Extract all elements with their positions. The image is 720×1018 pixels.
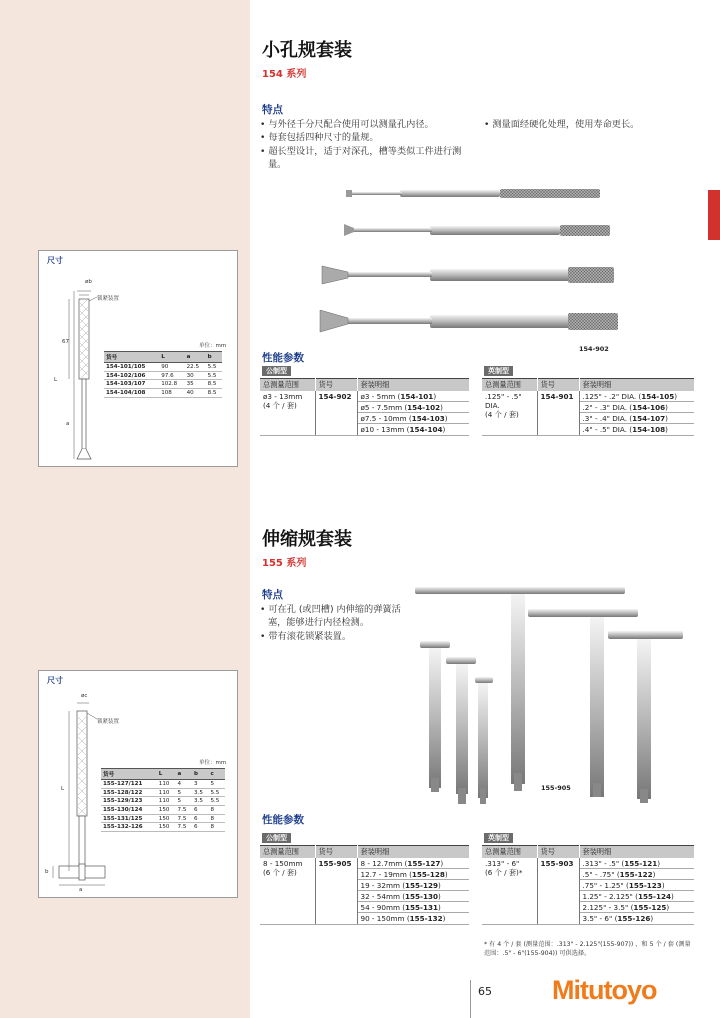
set-item: 19 - 32mm (155-129)	[358, 880, 470, 891]
cell: 8	[208, 814, 225, 823]
code-cell: 155-903	[537, 858, 579, 925]
cell: 110	[157, 780, 176, 789]
cell: 3	[192, 780, 208, 789]
footnote: * 有 4 个 / 套 (测量范围：.313" - 2.125"(155-907)) ，和 5 个 / 套 (测量范围：.5" - 6"(155-904)) 可供选择。	[484, 941, 691, 957]
table-row	[101, 797, 225, 806]
image-caption: 155-905	[541, 784, 571, 792]
dimension-box-154	[38, 250, 238, 467]
cell: 8.5	[206, 389, 222, 398]
cell: 154-104/108	[104, 389, 159, 398]
cell: 35	[185, 380, 206, 389]
cell: 150	[157, 814, 176, 823]
small-hole-gauge-product-image	[310, 180, 620, 340]
dimension-table-154	[104, 351, 222, 398]
set-item: 12.7 - 19mm (155-128)	[358, 869, 470, 880]
set-item: ø5 - 7.5mm (154-102)	[358, 402, 470, 413]
cell: 3.5	[192, 797, 208, 806]
feature-item: • 带有滚花锁紧装置。	[260, 630, 408, 643]
col-header: 套装明细	[357, 379, 469, 392]
cell: 6	[192, 806, 208, 815]
col-header: 套装明细	[579, 379, 694, 392]
series-label: 154 系列	[262, 69, 307, 80]
cell: 108	[159, 389, 184, 398]
col-header: 套装明细	[579, 846, 694, 859]
table-row	[101, 823, 225, 832]
cell: 110	[157, 797, 176, 806]
table-row	[104, 380, 222, 389]
cell: 7.5	[176, 806, 192, 815]
col-header: 总测量范围	[482, 846, 537, 859]
cell: 90	[159, 363, 184, 372]
set-item: .125" - .2" DIA. (154-105)	[580, 391, 695, 402]
cell: 8	[208, 806, 225, 815]
set-item: .3" - .4" DIA. (154-107)	[580, 413, 695, 424]
set-item: 54 - 90mm (155-131)	[358, 902, 470, 913]
col-header: 货号	[537, 846, 579, 859]
dimension-title: 尺寸	[47, 256, 63, 265]
feature-item: • 测量面经硬化处理，使用寿命更长。	[484, 118, 694, 131]
table-row	[101, 806, 225, 815]
brand-logo: Mitutoyo	[552, 975, 657, 1005]
cell: 102.8	[159, 380, 184, 389]
range-cell: ø3 - 13mm (4 个 / 套)	[260, 391, 315, 436]
metric-tag: 公制型	[262, 833, 291, 843]
set-item: 8 - 12.7mm (155-127)	[358, 858, 470, 869]
table-header-row	[101, 769, 225, 780]
col-header: 货号	[315, 846, 357, 859]
table-row	[104, 363, 222, 372]
inch-tag: 英制型	[484, 366, 513, 376]
code-cell: 155-905	[315, 858, 357, 925]
set-item: 2.125" - 3.5" (155-125)	[580, 902, 695, 913]
cell: 8	[208, 823, 225, 832]
spec-table-inch	[482, 378, 694, 436]
specs-heading: 性能参数	[262, 814, 304, 826]
col-header: 套装明细	[357, 846, 469, 859]
col-header: a	[185, 352, 206, 363]
gauge-2	[344, 224, 610, 236]
dimension-title: 尺寸	[47, 676, 63, 685]
features-list	[484, 118, 694, 131]
table-row	[101, 780, 225, 789]
range-cell: 8 - 150mm (6 个 / 套)	[260, 858, 315, 925]
cell: 40	[185, 389, 206, 398]
set-item: .5" - .75" (155-122)	[580, 869, 695, 880]
cell: 6	[192, 814, 208, 823]
code-cell: 154-902	[315, 391, 357, 436]
code-cell: 154-901	[537, 391, 579, 436]
set-item: ø10 - 13mm (154-104)	[360, 425, 446, 434]
t-gauge-4	[420, 641, 450, 792]
set-item: ø3 - 5mm (154-101)	[358, 391, 470, 402]
table-row	[260, 858, 469, 925]
col-header: 货号	[101, 769, 157, 780]
gauge-4	[320, 310, 618, 332]
diagram-label-lock: 锁紧装置	[97, 296, 120, 302]
cell: 5.5	[206, 371, 222, 380]
cell: 22.5	[185, 363, 206, 372]
cell: 7.5	[176, 814, 192, 823]
cell: 6	[192, 823, 208, 832]
diagram-label-67: 67	[62, 339, 69, 345]
col-header: 货号	[104, 352, 159, 363]
cell: 154-101/105	[104, 363, 159, 372]
feature-item: • 每套包括四种尺寸的量规。	[260, 131, 465, 144]
cell: 154-103/107	[104, 380, 159, 389]
features-list	[260, 118, 465, 172]
unit-label: 单位：mm	[199, 343, 227, 349]
dimension-box-155	[38, 670, 238, 898]
feature-item: • 与外径千分尺配合使用可以测量孔内径。	[260, 118, 465, 131]
specs-heading: 性能参数	[262, 352, 304, 364]
feature-item: • 超长型设计，适于对深孔，槽等类似工件进行测量。	[260, 145, 465, 172]
cell: 155-128/122	[101, 788, 157, 797]
section-title: 小孔规套装	[262, 40, 352, 61]
table-header-row	[260, 379, 469, 392]
unit-label: 单位：mm	[199, 760, 227, 766]
cell: 150	[157, 806, 176, 815]
cell: 154-102/106	[104, 371, 159, 380]
t-gauge-6	[475, 677, 493, 804]
table-row	[101, 788, 225, 797]
diagram-label-L: L	[61, 786, 65, 792]
cell: 5	[176, 788, 192, 797]
table-row	[260, 391, 469, 436]
cell: 3.5	[192, 788, 208, 797]
col-header: b	[192, 769, 208, 780]
cell: 5.5	[206, 363, 222, 372]
table-header-row	[482, 379, 694, 392]
metric-tag: 公制型	[262, 366, 291, 376]
table-row	[101, 814, 225, 823]
chapter-tab	[708, 190, 720, 240]
table-row	[482, 858, 694, 925]
set-item: .75" - 1.25" (155-123)	[580, 880, 695, 891]
inch-tag: 英制型	[484, 833, 513, 843]
cell: 150	[157, 823, 176, 832]
cell: 97.6	[159, 371, 184, 380]
col-header: a	[176, 769, 192, 780]
cell: 7.5	[176, 823, 192, 832]
section-title: 伸缩规套装	[262, 529, 352, 550]
page-number: 65	[478, 985, 492, 998]
image-caption: 154-902	[579, 345, 609, 353]
cell: 155-132-126	[101, 823, 157, 832]
diagram-label-b: b	[45, 869, 49, 875]
t-gauge-5	[446, 657, 476, 804]
table-header-row	[104, 352, 222, 363]
feature-item: • 可在孔 (或凹槽) 内伸缩的弹簧活塞，能够进行内径检测。	[260, 603, 408, 630]
features-list	[260, 603, 408, 643]
cell: 110	[157, 788, 176, 797]
cell: 5.5	[208, 788, 225, 797]
cell: 8.5	[206, 380, 222, 389]
cell: 155-127/121	[101, 780, 157, 789]
cell: 5.5	[208, 797, 225, 806]
col-header: 总测量范围	[482, 379, 537, 392]
table-header-row	[260, 846, 469, 859]
spec-table-metric	[260, 378, 469, 436]
table-row	[482, 391, 694, 436]
dimension-table-155	[101, 768, 225, 832]
set-item: .4" - .5" DIA. (154-108)	[582, 425, 668, 434]
cell: 155-131/125	[101, 814, 157, 823]
col-header: 总测量范围	[260, 846, 315, 859]
table-header-row	[482, 846, 694, 859]
range-cell: .313" - 6" (6 个 / 套)*	[482, 858, 537, 925]
items-cell	[579, 391, 694, 436]
gauge-3	[322, 266, 614, 284]
diagram-label-lock: 锁紧装置	[97, 719, 120, 725]
table-row	[104, 371, 222, 380]
t-gauge-3	[608, 631, 683, 803]
cell: 5	[176, 797, 192, 806]
diagram-label-b: øb	[85, 279, 92, 285]
col-header: 总测量范围	[260, 379, 315, 392]
features-heading: 特点	[262, 104, 283, 116]
cell: 155-129/123	[101, 797, 157, 806]
col-header: b	[206, 352, 222, 363]
diagram-label-a: a	[66, 421, 70, 427]
spec-table-inch	[482, 845, 694, 925]
set-item: .313" - .5" (155-121)	[580, 858, 695, 869]
diagram-label-c: øc	[81, 693, 88, 699]
set-item: .2" - .3" DIA. (154-106)	[580, 402, 695, 413]
items-cell	[579, 858, 694, 925]
col-header: c	[208, 769, 225, 780]
cell: 5	[208, 780, 225, 789]
set-item: 90 - 150mm (155-132)	[360, 914, 446, 923]
diagram-label-L: L	[54, 377, 58, 383]
items-cell	[357, 858, 469, 925]
cell: 155-130/124	[101, 806, 157, 815]
table-row	[104, 389, 222, 398]
col-header: L	[157, 769, 176, 780]
cell: 30	[185, 371, 206, 380]
set-item: 32 - 54mm (155-130)	[358, 891, 470, 902]
gauge-1	[346, 189, 600, 198]
set-item: ø7.5 - 10mm (154-103)	[358, 413, 470, 424]
items-cell	[357, 391, 469, 436]
telescoping-gauge-product-image	[410, 583, 690, 808]
set-item: 1.25" - 2.125" (155-124)	[580, 891, 695, 902]
col-header: 货号	[537, 379, 579, 392]
series-label: 155 系列	[262, 558, 307, 569]
range-cell: .125" - .5" DIA. (4 个 / 套)	[482, 391, 537, 436]
col-header: 货号	[315, 379, 357, 392]
cell: 4	[176, 780, 192, 789]
col-header: L	[159, 352, 184, 363]
set-item: 3.5" - 6" (155-126)	[582, 914, 654, 923]
footer-divider	[470, 980, 471, 1018]
spec-table-metric	[260, 845, 469, 925]
diagram-label-a: a	[79, 887, 83, 893]
features-heading: 特点	[262, 589, 283, 601]
